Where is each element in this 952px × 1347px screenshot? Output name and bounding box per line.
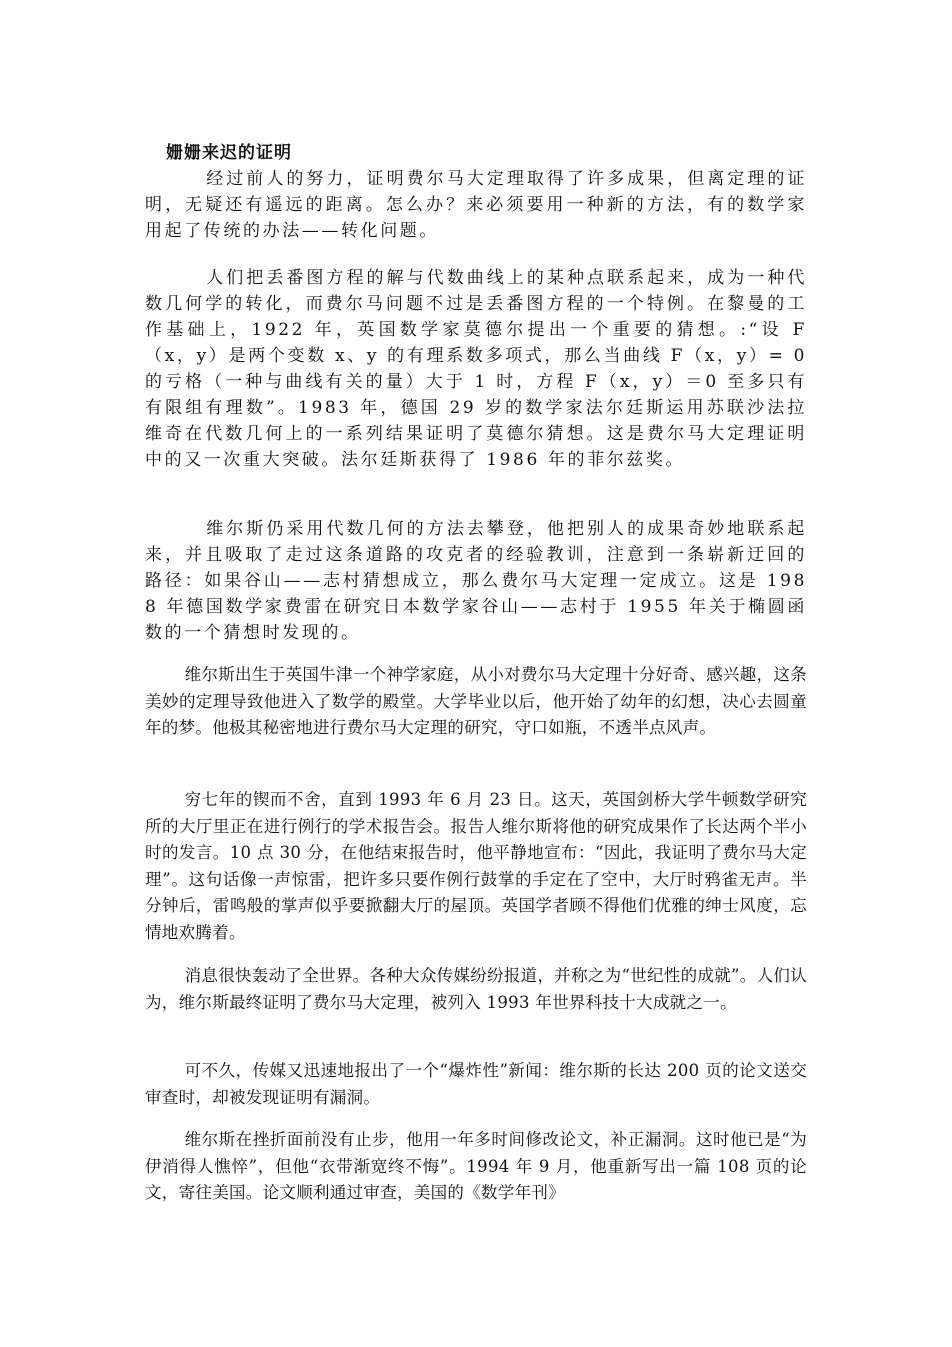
paragraph-2: 人们把丢番图方程的解与代数曲线上的某种点联系起来，成为一种代数几何学的转化，而费尔马问题不过是丢番图方程的一个特例。在黎曼的工作基础上，1922 年，英国数学家莫德尔提出一个重要的猜想。:“设 F（x，y）是两个变数 x、y 的有理系数多项式，那么当曲线 F（x，y）= 0 的亏格（一种与曲线有关的量）大于 1 时，方程 F（x，y）＝0 至多只有有限组有理数”。1983 年，德国 29 岁的数学家法尔廷斯运用苏联沙法拉维奇在代数几何上的一系列结果证明了莫德尔猜想。这是费尔马大定理证明中的又一次重大突破。法尔廷斯获得了 1986 年的菲尔兹奖。: [145, 268, 807, 470]
paragraph-8: 维尔斯在挫折面前没有止步，他用一年多时间修改论文，补正漏洞。这时他已是“为伊消得人憔悴”，但他“衣带渐宽终不悔”。1994 年 9 月，他重新写出一篇 108 页的论文，寄往美国。论文顺利通过审查，美国的《数学年刊》: [145, 1130, 807, 1202]
paragraph-5: 穷七年的锲而不舍，直到 1993 年 6 月 23 日。这天，英国剑桥大学牛顿数学研究所的大厅里正在进行例行的学术报告会。报告人维尔斯将他的研究成果作了长达两个半小时的发言。10 点 30 分，在他结束报告时，他平静地宣布：“因此，我证明了费尔马大定理”。这句话像一声惊雷，把许多只要作例行鼓掌的手定在了空中，大厅时鸦雀无声。半分钟后，雷鸣般的掌声似乎要掀翻大厅的屋顶。英国学者顾不得他们优雅的绅士风度，忘情地欢腾着。: [145, 790, 807, 942]
paragraph-3: 维尔斯仍采用代数几何的方法去攀登，他把别人的成果奇妙地联系起来，并且吸取了走过这条道路的攻克者的经验教训，注意到一条崭新迂回的路径：如果谷山——志村猜想成立，那么费尔马大定理一定成立。这是 1988 年德国数学家费雷在研究日本数学家谷山——志村于 1955 年关于椭圆函数的一个猜想时发现的。: [145, 519, 807, 643]
paragraph-6: 消息很快轰动了全世界。各种大众传媒纷纷报道，并称之为“世纪性的成就”。人们认为，维尔斯最终证明了费尔马大定理，被列入 1993 年世界科技十大成就之一。: [145, 966, 807, 1012]
section-heading: 姗姗来迟的证明: [166, 143, 292, 163]
paragraph-7: 可不久，传媒又迅速地报出了一个“爆炸性”新闻：维尔斯的长达 200 页的论文送交审查时，却被发现证明有漏洞。: [145, 1061, 807, 1107]
paragraph-1: 经过前人的努力，证明费尔马大定理取得了许多成果，但离定理的证明，无疑还有遥远的距离。怎么办？来必须要用一种新的方法，有的数学家用起了传统的办法——转化问题。: [145, 169, 807, 241]
paragraph-4: 维尔斯出生于英国牛津一个神学家庭，从小对费尔马大定理十分好奇、感兴趣，这条美妙的定理导致他进入了数学的殿堂。大学毕业以后，他开始了幼年的幻想，决心去圆童年的梦。他极其秘密地进行费尔马大定理的研究，守口如瓶，不透半点风声。: [145, 665, 807, 737]
